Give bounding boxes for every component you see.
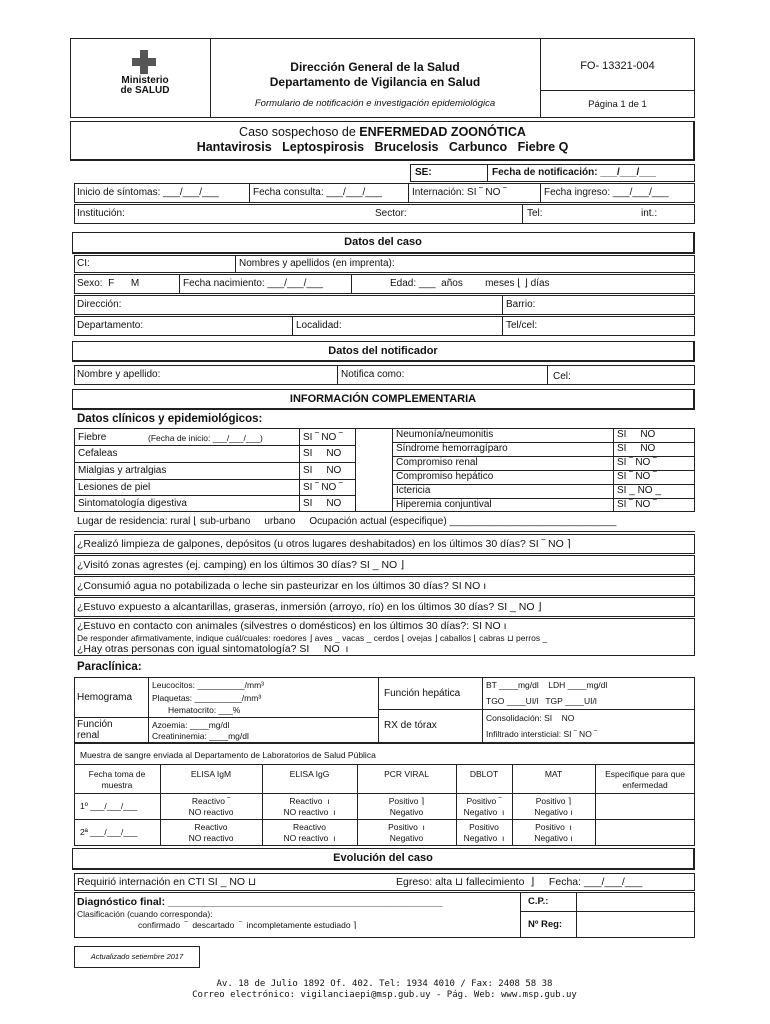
symptom-label: Neumonía/neumonitis [396,429,494,440]
header-title2: Departamento de Vigilancia en Salud [269,75,481,89]
footer-contact: Correo electrónico: vigilanciaepi@msp.gub.uy - Pág. Web: www.msp.gub.uy [192,990,577,1000]
result-option[interactable]: NO reactivo ı [283,807,336,817]
result-option[interactable]: NO reactivo ı [283,833,336,843]
symptom-label: Mialgias y artralgias [78,465,167,476]
leukocytes-field[interactable]: Leucocitos: __________/mm³ [152,680,264,690]
result-option[interactable]: Negativo [389,807,424,817]
header-subtitle: Formulario de notificación e investigación epidemiológica [254,98,496,109]
platelets-field[interactable]: Plaquetas: __________/mm³ [152,693,262,703]
result-option[interactable]: NO reactivo [188,833,234,843]
final-diagnosis[interactable]: Diagnóstico final: _______________________________________________ [77,896,443,908]
xray-label: RX de tórax [384,720,437,731]
symptom-answer[interactable]: SI ‾ NO ‾ [617,471,657,482]
evolution-header: Evolución del caso [72,848,695,870]
renal-label-2: renal [77,730,100,741]
hospitalization[interactable]: Internación: SI ‾ NO ‾ [412,187,507,198]
sample-column-header: ELISA IgG [289,769,330,779]
case-diseases: Hantavirosis Leptospirosis Brucelosis Carbunco Fiebre Q [196,140,569,154]
symptom-answer[interactable]: SI NO [303,465,342,476]
notifier-cel[interactable]: Cel: [553,371,571,382]
locality-field[interactable]: Localidad: [296,320,342,331]
sample-column-header: PCR VIRAL [384,769,429,779]
result-option[interactable]: Negativo ı [463,807,505,817]
creatinine-field[interactable]: Creatininemia: ____mg/dl [152,731,249,741]
animals-detail[interactable]: De responder afirmativamente, indique cuál/cuales: roedores ⌋ aves _ vacas _ cerdos ⌊ ovejas ⌋ caballos ⌊ cabras ⊔ perros _ [77,633,548,643]
symptom-answer[interactable]: SI ‾ NO ‾ [617,457,657,468]
footer-address: Av. 18 de Julio 1892 Of. 402. Tel: 1934 4010 / Fax: 2408 58 38 [216,979,553,989]
se-label: SE: [415,167,432,178]
symptom-answer[interactable]: SI ‾ NO ‾ [617,499,657,510]
discharge-field[interactable]: Egreso: alta ⊔ fallecimiento ⌋ Fecha: ___/___/___ [396,876,643,888]
azoemia-field[interactable]: Azoemia: ____mg/dl [152,720,230,730]
question-animals[interactable]: ¿Estuvo en contacto con animales (silvestres o domésticos) en los últimos 30 días?: SI NO ı [77,620,507,632]
symptom-label: Sintomatología digestiva [78,498,187,509]
fever-onset-date[interactable]: (Fecha de inicio: ___/___/___) [148,433,263,443]
symptom-label: Fiebre [78,432,107,443]
case-line1: Caso sospechoso de ENFERMEDAD ZOONÓTICA [239,125,526,139]
admission-date[interactable]: Fecha ingreso: ___/___/___ [544,187,669,198]
form-code: FO- 13321-004 [580,60,655,72]
consult-date[interactable]: Fecha consulta: ___/___/___ [253,187,382,198]
question-rural-visit[interactable]: ¿Visitó zonas agrestes (ej. camping) en los últimos 30 días? SI _ NO ⌋ [77,559,405,571]
logo-line2: de SALUD [120,85,170,96]
sample-column-header: Especifique para que enfermedad [605,769,685,790]
tel-field[interactable]: Tel: [527,208,543,219]
info-header: INFORMACIÓN COMPLEMENTARIA [72,389,695,410]
symptom-label: Cefaleas [78,448,118,459]
consolidation-field[interactable]: Consolidación: SI NO [486,713,575,723]
result-option[interactable]: Positivo ⌉ [388,796,425,806]
symptom-onset[interactable]: Inicio de síntomas: ___/___/___ [77,187,219,198]
sample-title: Muestra de sangre enviada al Departamento de Laboratorios de Salud Pública [80,750,376,760]
result-option[interactable]: Reactivo [292,822,327,832]
result-option[interactable]: Reactivo ı [289,796,330,806]
header-title1: Dirección General de la Salud [290,60,460,74]
icu-field[interactable]: Requirió internación en CTI SI _ NO ⊔ [77,876,257,888]
names-field[interactable]: Nombres y apellidos (en imprenta): [239,258,395,269]
sample-column-header: Fecha toma de muestra [88,769,146,790]
question-water[interactable]: ¿Consumió agua no potabilizada o leche sin pasteurizar en los últimos 30 días? SI NO ı [77,580,487,592]
symptom-label: Compromiso hepático [396,471,494,482]
logo-line1: Ministerio [121,75,169,86]
institution-field[interactable]: Institución: [77,208,125,219]
classification-options[interactable]: confirmado ‾ descartado ‾ incompletamente estudiado ⌉ [138,920,357,930]
notifier-header: Datos del notificador [72,341,695,362]
result-option[interactable]: Negativo ı [534,833,573,843]
updated-label: Actualizado setiembre 2017 [90,952,184,961]
cross-icon [132,50,156,74]
sample-column-header: DBLOT [469,769,499,779]
result-option[interactable]: Positivo ı [388,822,425,832]
symptom-answer[interactable]: SI NO [617,429,656,440]
bt-ldh-field[interactable]: BT ____mg/dl LDH ____mg/dl [486,680,608,690]
symptom-answer[interactable]: SI NO [303,498,342,509]
department-field[interactable]: Departamento: [77,320,144,331]
symptom-answer[interactable]: SI NO [617,443,656,454]
result-option[interactable]: Positivo ı [535,822,572,832]
sample-date-2[interactable]: 2ª ___/___/___ [80,827,138,837]
question-sewers[interactable]: ¿Estuvo expuesto a alcantarillas, graseras, inmersión (arroyo, río) en los últimos 30 días? SI _ NO ⌋ [77,601,542,613]
symptom-label: Compromiso renal [396,457,478,468]
symptom-answer[interactable]: SI _ NO _ [617,485,661,496]
neighborhood-field[interactable]: Barrio: [506,299,536,310]
birth-date[interactable]: Fecha nacimiento: ___/___/___ [183,278,324,289]
tgo-tgp-field[interactable]: TGO ____UI/l TGP ____UI/l [486,696,597,706]
sex-field[interactable]: Sexo: F M [77,278,140,289]
symptom-answer[interactable]: SI ‾ NO ‾ [303,432,343,443]
address-field[interactable]: Dirección: [77,299,122,310]
notifier-role[interactable]: Notifica como: [341,369,405,380]
sector-field[interactable]: Sector: [375,208,407,219]
sample-column-header: ELISA IgM [190,769,232,779]
result-option[interactable]: Negativo [389,833,424,843]
ministry-logo [110,50,180,100]
symptom-label: Lesiones de piel [78,482,151,493]
result-option[interactable]: NO reactivo [188,807,234,817]
age-field[interactable]: Edad: ___ años meses ⌊ ⌋ días [390,278,550,289]
notifier-name[interactable]: Nombre y apellido: [77,369,161,380]
hemogram-label: Hemograma [77,692,133,703]
paraclinical-title: Paraclínica: [77,661,142,673]
symptom-label: Síndrome hemorragíparo [396,443,508,454]
classification-label: Clasificación (cuando corresponda): [77,909,213,919]
symptom-answer[interactable]: SI NO [303,448,342,459]
hematocrit-field[interactable]: Hematocrito: ___% [168,705,241,715]
result-option[interactable]: Reactivo [194,822,228,832]
int-field[interactable]: int.: [641,208,658,219]
ci-field[interactable]: CI: [77,258,90,269]
result-option[interactable]: Negativo ı [463,833,505,843]
symptom-label: Ictericia [396,485,431,496]
sample-column-header: MAT [544,769,563,779]
telcel-field[interactable]: Tel/cel: [506,320,538,331]
result-option[interactable]: Negativo ı [534,807,573,817]
interstitial-field[interactable]: Infiltrado intersticial: SI ‾ NO ‾ [486,729,598,739]
residence-line[interactable]: Lugar de residencia: rural ⌊ sub-urbano urbano Ocupación actual (especifique) ______________________________ [77,516,617,527]
question-cleaning[interactable]: ¿Realizó limpieza de galpones, depósitos (u otros lugares deshabitados) en los últimos 30 días? SI ‾ NO ⌉ [77,538,571,550]
cp-field[interactable]: C.P.: [528,896,549,907]
result-option[interactable]: Positivo [469,822,499,832]
result-option[interactable]: Reactivo ‾ [191,796,231,806]
question-others[interactable]: ¿Hay otras personas con igual sintomatología? SI NO ı [77,643,349,655]
page-number: Página 1 de 1 [588,99,647,110]
renal-label-1: Función [77,719,113,730]
symptom-answer[interactable]: SI ‾ NO ‾ [303,482,343,493]
symptom-label: Hiperemia conjuntival [396,499,492,510]
result-option[interactable]: Positivo ⌉ [535,796,572,806]
sample-date-1[interactable]: 1º ___/___/___ [80,801,138,811]
result-option[interactable]: Positivo ‾ [466,796,502,806]
reg-field[interactable]: Nº Reg: [528,919,563,930]
hepatic-label: Función hepática [384,688,461,699]
notification-date[interactable]: Fecha de notificación: ___/___/___ [492,167,656,178]
case-data-header: Datos del caso [72,232,695,254]
clinical-title: Datos clínicos y epidemiológicos: [77,413,263,425]
